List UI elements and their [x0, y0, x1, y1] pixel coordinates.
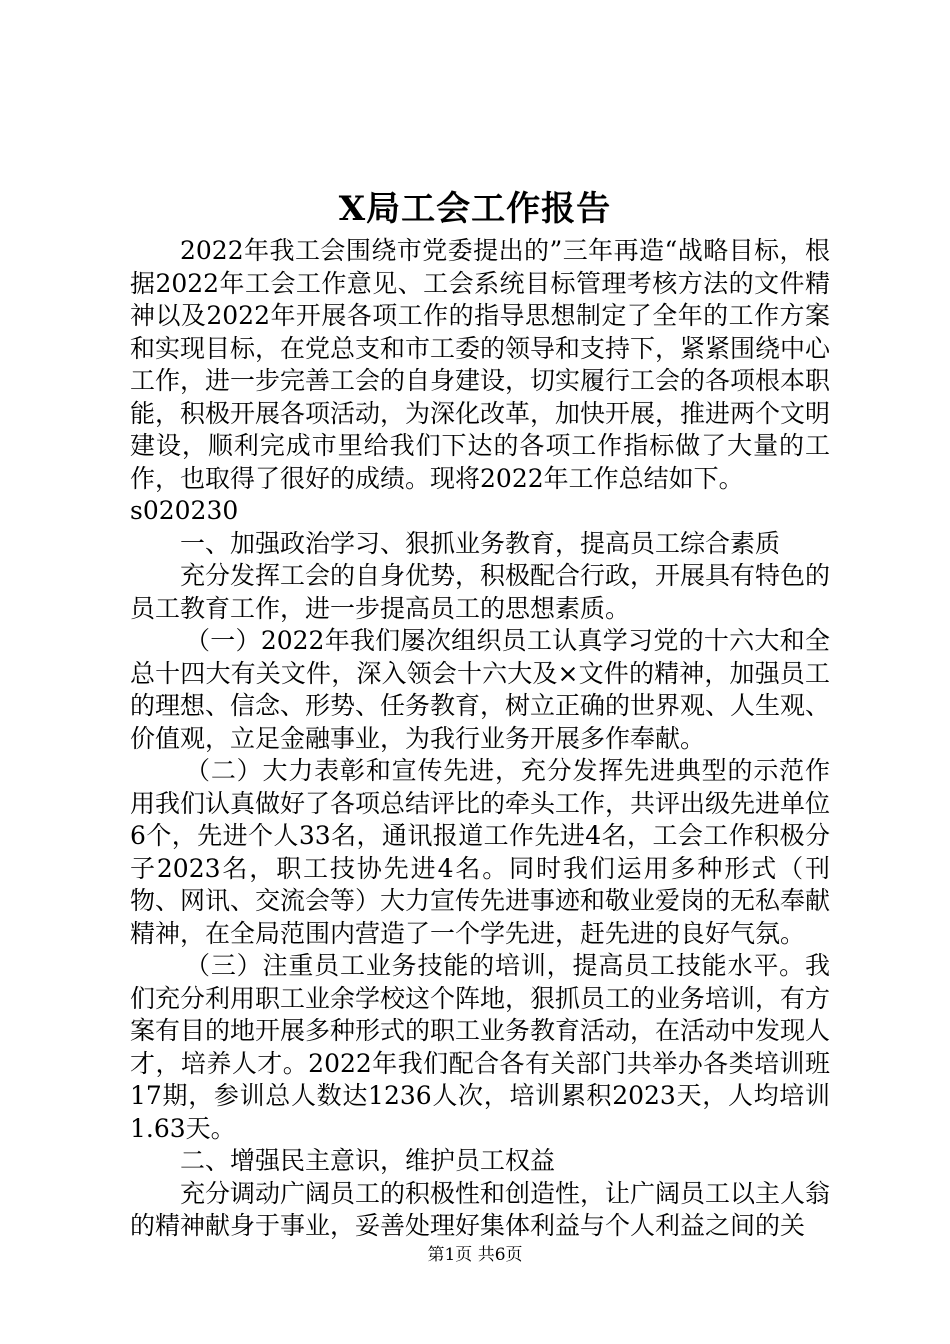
page-indicator: 第1页 共6页	[427, 1245, 523, 1265]
document-title: X局工会工作报告	[338, 189, 612, 229]
paragraph-section-1-intro: 充分发挥工会的自身优势，积极配合行政，开展具有特色的员工教育工作，进一步提高员工的思想素质。	[130, 561, 831, 623]
paragraph-subsection-1: （一）2022年我们屡次组织员工认真学习党的十六大和全总十四大有关文件，深入领会十六大及×文件的精神，加强员工的理想、信念、形势、任务教育，树立正确的世界观、人生观、价值观，立足金融事业，为我行业务开展多作奉献。	[130, 626, 831, 753]
paragraph-subsection-3: （三）注重员工业务技能的培训，提高员工技能水平。我们充分利用职工业余学校这个阵地，狠抓员工的业务培训，有方案有目的地开展多种形式的职工业务教育活动，在活动中发现人才，培养人才。2022年我们配合各有关部门共举办各类培训班17期，参训总人数达1236人次，培训累积2023天，人均培训1.63天。	[130, 951, 831, 1143]
paragraph-intro: 2022年我工会围绕市党委提出的”三年再造“战略目标，根据2022年工会工作意见、工会系统目标管理考核方法的文件精神以及2022年开展各项工作的指导思想制定了全年的工作方案和实现目标，在党总支和市工委的领导和支持下，紧紧围绕中心工作，进一步完善工会的自身建设，切实履行工会的各项根本职能，积极开展各项活动，为深化改革，加快开展，推进两个文明建设，顺利完成市里给我们下达的各项工作指标做了大量的工作，也取得了很好的成绩。现将2022年工作总结如下。	[130, 236, 831, 493]
document-body	[130, 235, 830, 1243]
section-heading-2: 二、增强民主意识，维护员工权益	[180, 1146, 556, 1175]
paragraph-subsection-2: （二）大力表彰和宣传先进，充分发挥先进典型的示范作用我们认真做好了各项总结评比的牵头工作，共评出级先进单位6个，先进个人33名，通讯报道工作先进4名，工会工作积极分子2023名，职工技协先进4名。同时我们运用多种形式（刊物、网讯、交流会等）大力宣传先进事迹和敬业爱岗的无私奉献精神，在全局范围内营造了一个学先进，赶先进的良好气氛。	[130, 756, 831, 948]
paragraph-code: s020230	[130, 496, 239, 525]
section-heading-1: 一、加强政治学习、狠抓业务教育，提高员工综合素质	[180, 528, 781, 558]
paragraph-section-2-intro: 充分调动广阔员工的积极性和创造性，让广阔员工以主人翁的精神献身于事业，妥善处理好集体利益与个人利益之间的关	[130, 1178, 831, 1240]
